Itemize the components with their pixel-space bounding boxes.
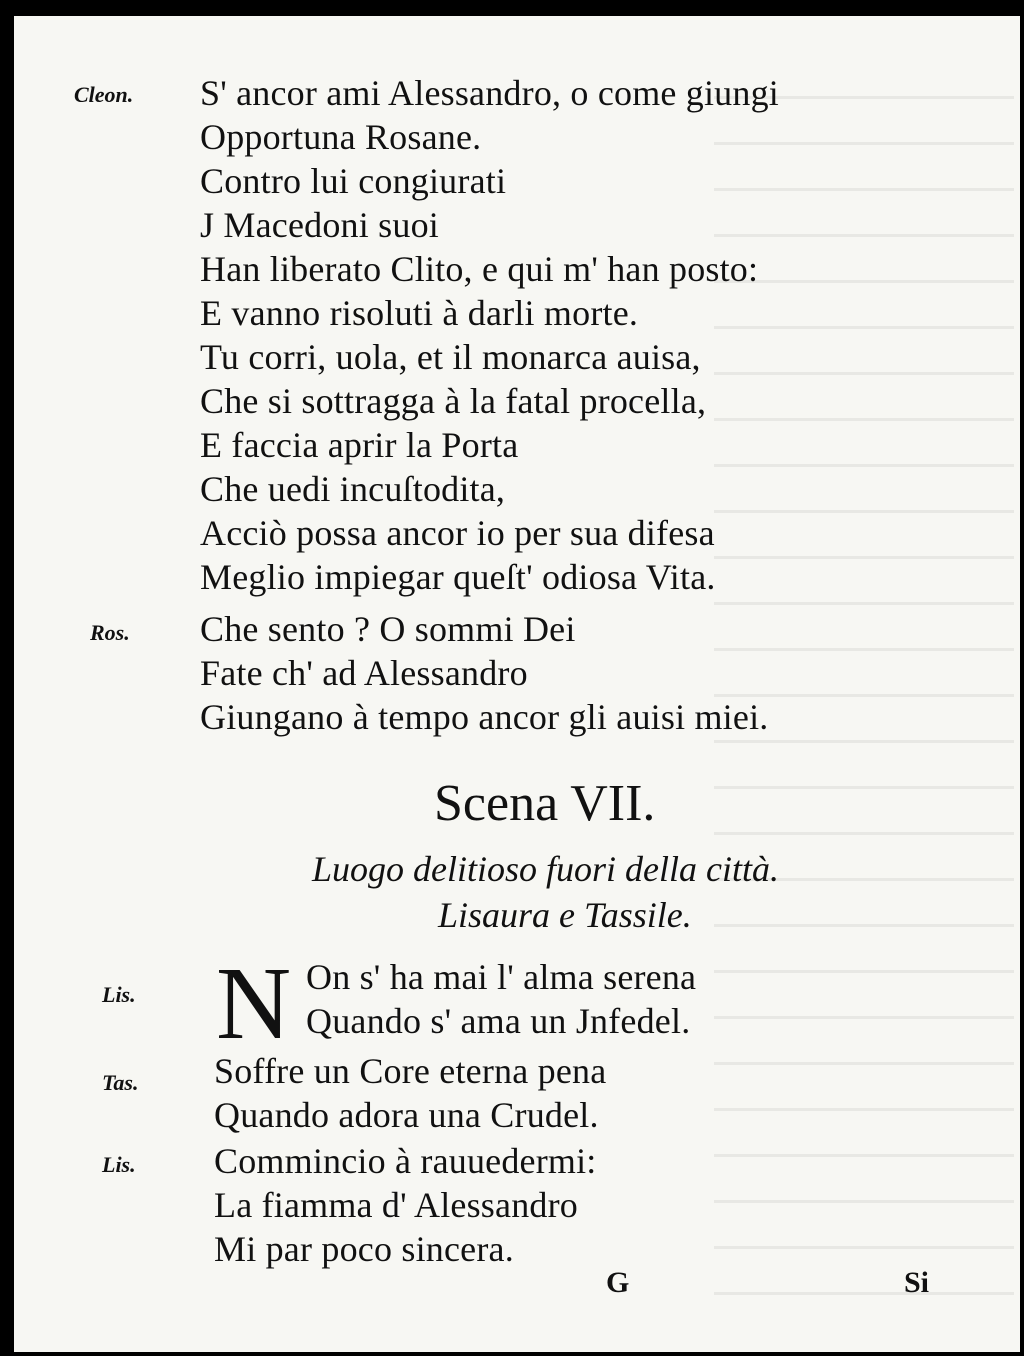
- speaker-lisaura: Lis.: [102, 982, 136, 1007]
- speaker-lisaura: Lis.: [102, 1152, 136, 1177]
- verse-line: La fiamma d' Alessandro: [214, 1185, 578, 1225]
- verse-line: Fate ch' ad Alessandro: [200, 653, 528, 693]
- verse-line: Mi par poco sincera.: [214, 1229, 514, 1269]
- catchword: Si: [904, 1266, 930, 1299]
- verse-line: Han liberato Clito, e qui m' han posto:: [200, 249, 759, 289]
- verse-line: S' ancor ami Alessandro, o come giungi: [200, 73, 779, 113]
- verse-line: Meglio impiegar queſt' odiosa Vita.: [200, 557, 716, 597]
- verse-line: Commincio à rauuedermi:: [214, 1141, 597, 1181]
- verse-line: On s' ha mai l' alma serena: [306, 957, 697, 997]
- verse-line: Che sento ? O sommi Dei: [200, 609, 576, 649]
- drop-cap: N: [216, 946, 292, 1061]
- scene-title: Scena VII.: [434, 775, 656, 832]
- verse-line: Quando s' ama un Jnfedel.: [306, 1001, 691, 1041]
- verse-line: J Macedoni suoi: [200, 205, 439, 245]
- verse-line: E faccia aprir la Porta: [200, 425, 519, 465]
- book-page: [14, 16, 1020, 1352]
- scene-setting-characters: Lisaura e Tassile.: [438, 895, 692, 935]
- verse-line: Che si sottragga à la fatal procella,: [200, 381, 707, 421]
- scene-setting-place: Luogo delitioso fuori della città.: [312, 849, 779, 889]
- verse-line: Opportuna Rosane.: [200, 117, 482, 157]
- verse-line: Acciò possa ancor io per sua difesa: [200, 513, 715, 553]
- verse-line: Contro lui congiurati: [200, 161, 507, 201]
- signature-mark: G: [606, 1266, 630, 1299]
- verse-line: Soffre un Core eterna pena: [214, 1051, 607, 1091]
- verse-line: Che uedi incuſtodita,: [200, 469, 506, 509]
- verse-line: Giungano à tempo ancor gli auisi miei.: [200, 697, 769, 737]
- verse-line: Tu corri, uola, et il monarca auisa,: [200, 337, 701, 377]
- speaker-tassile: Tas.: [102, 1070, 139, 1095]
- speaker-cleon: Cleon.: [74, 82, 134, 107]
- verse-line: Quando adora una Crudel.: [214, 1095, 599, 1135]
- speaker-rosane: Ros.: [90, 620, 130, 645]
- verse-line: E vanno risoluti à darli morte.: [200, 293, 639, 333]
